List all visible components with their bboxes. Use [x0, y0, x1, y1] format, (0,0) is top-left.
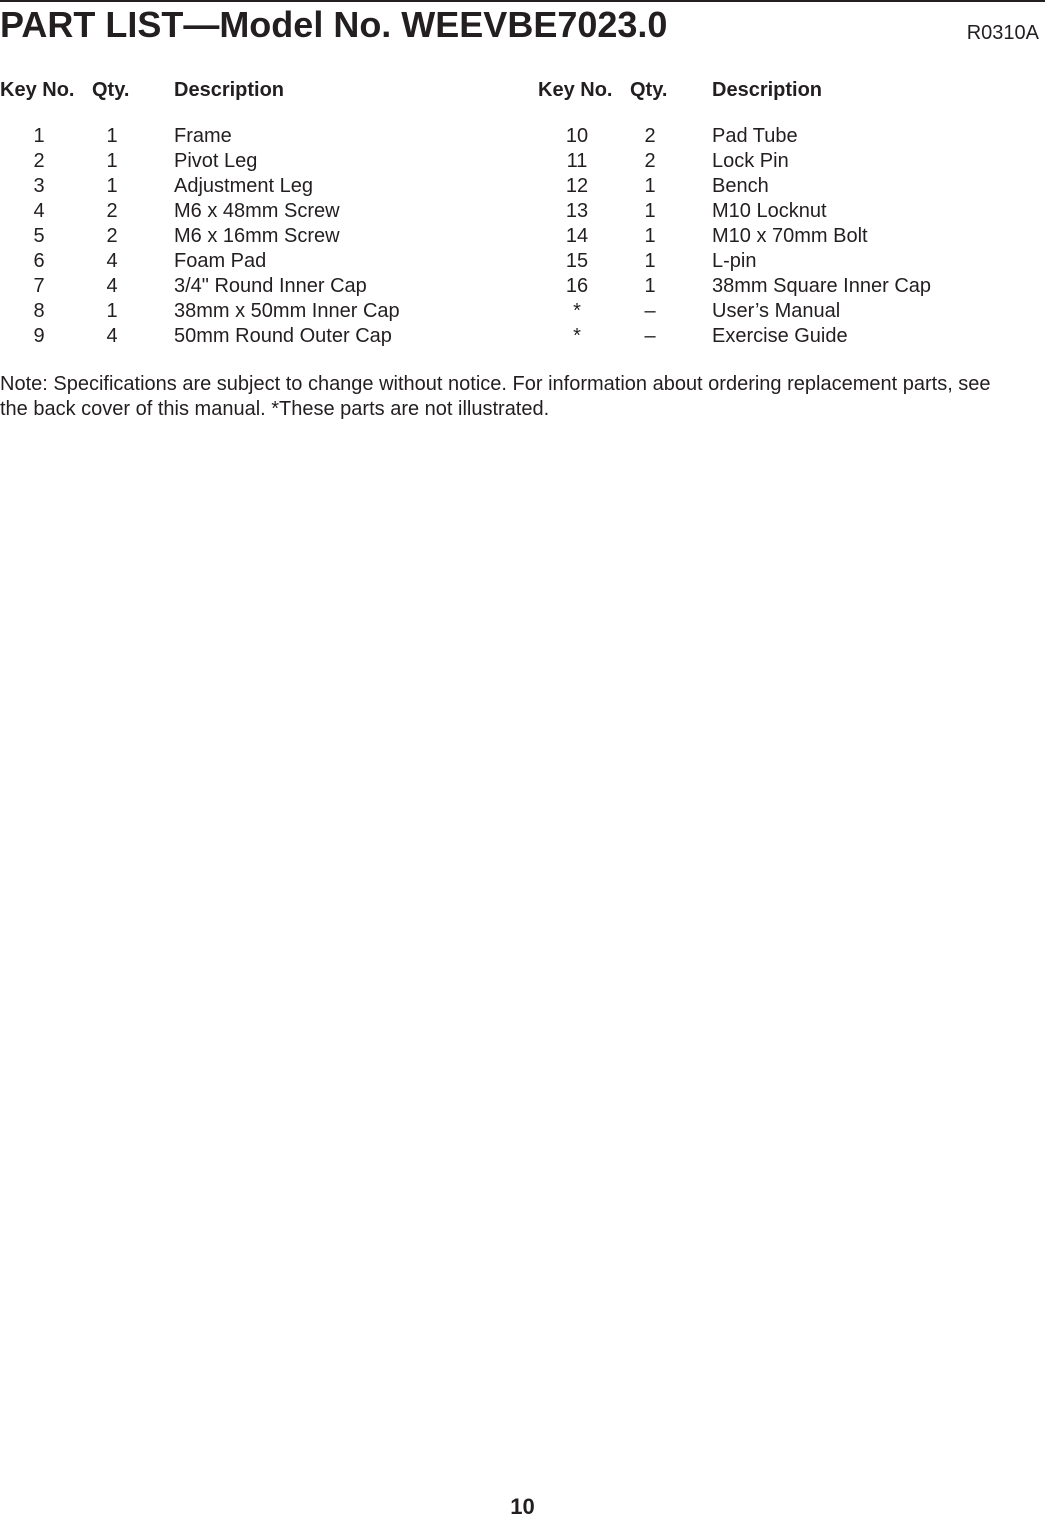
part-qty: 2: [106, 200, 118, 222]
part-description: Frame: [174, 125, 232, 147]
part-key: 12: [565, 175, 589, 197]
part-qty: –: [644, 325, 656, 347]
part-description: 38mm Square Inner Cap: [712, 275, 932, 297]
part-qty: 1: [106, 175, 118, 197]
part-qty: –: [644, 300, 656, 322]
part-key: 3: [33, 175, 45, 197]
part-key: 8: [33, 300, 45, 322]
part-key: 13: [565, 200, 589, 222]
column-header-qty: Qty.: [630, 79, 668, 101]
part-description: 3/4" Round Inner Cap: [174, 275, 367, 297]
part-key: 5: [33, 225, 45, 247]
part-qty: 1: [106, 300, 118, 322]
part-key: 11: [566, 150, 588, 172]
page-title: PART LIST—Model No. WEEVBE7023.0: [0, 4, 668, 45]
part-qty: 1: [106, 125, 118, 147]
column-header-description: Description: [174, 79, 285, 101]
part-description: Adjustment Leg: [174, 175, 313, 197]
part-qty: 1: [644, 275, 656, 297]
part-key: 10: [565, 125, 589, 147]
part-description: M6 x 48mm Screw: [174, 200, 340, 222]
part-qty: 2: [644, 125, 656, 147]
part-description: M6 x 16mm Screw: [174, 225, 340, 247]
note-line: the back cover of this manual. *These parts are not illustrated.: [0, 398, 550, 420]
column-header-key: Key No.: [0, 79, 75, 101]
part-key: *: [573, 325, 581, 347]
part-description: Pivot Leg: [174, 150, 258, 172]
top-rule: [0, 0, 1045, 2]
part-qty: 1: [644, 175, 656, 197]
page-number: 10: [510, 1494, 535, 1519]
column-header-qty: Qty.: [92, 79, 130, 101]
part-description: M10 Locknut: [712, 200, 827, 222]
part-key: 6: [33, 250, 45, 272]
note-line: Note: Specifications are subject to change without notice. For information about ordering replacement parts, see: [0, 373, 991, 395]
part-qty: 4: [106, 275, 118, 297]
part-key: 7: [33, 275, 45, 297]
part-qty: 1: [644, 225, 656, 247]
column-header-key: Key No.: [538, 79, 613, 101]
part-key: 4: [33, 200, 45, 222]
document-code: R0310A: [966, 22, 1039, 44]
part-description: 50mm Round Outer Cap: [174, 325, 392, 347]
part-description: User’s Manual: [712, 300, 841, 322]
part-qty: 1: [644, 250, 656, 272]
part-qty: 4: [106, 250, 118, 272]
part-description: Lock Pin: [712, 150, 789, 172]
part-qty: 1: [106, 150, 118, 172]
part-description: Foam Pad: [174, 250, 267, 272]
part-description: Pad Tube: [712, 125, 798, 147]
part-description: M10 x 70mm Bolt: [712, 225, 868, 247]
part-description: L-pin: [712, 250, 757, 272]
part-qty: 1: [644, 200, 656, 222]
part-key: *: [573, 300, 581, 322]
part-qty: 2: [106, 225, 118, 247]
part-key: 2: [33, 150, 45, 172]
part-key: 16: [565, 275, 589, 297]
part-key: 9: [33, 325, 45, 347]
part-description: Bench: [712, 175, 769, 197]
part-description: Exercise Guide: [712, 325, 848, 347]
part-key: 14: [565, 225, 589, 247]
part-key: 15: [565, 250, 589, 272]
part-qty: 4: [106, 325, 118, 347]
part-qty: 2: [644, 150, 656, 172]
parts-note: [0, 372, 1045, 422]
column-header-description: Description: [712, 79, 823, 101]
part-key: 1: [33, 125, 45, 147]
part-description: 38mm x 50mm Inner Cap: [174, 300, 400, 322]
